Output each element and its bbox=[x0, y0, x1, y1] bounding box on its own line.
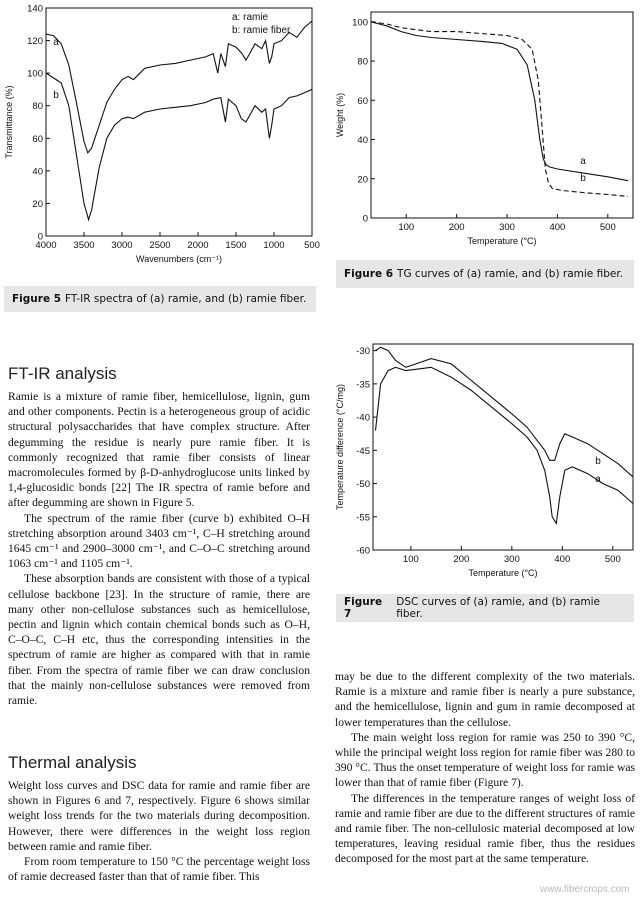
curve-label-a: a bbox=[595, 474, 601, 485]
x-tick-label: 2500 bbox=[149, 240, 171, 251]
y-tick-label: -40 bbox=[356, 412, 370, 424]
y-tick-label: -35 bbox=[356, 379, 370, 391]
right-paragraph-1: may be due to the different complexity of the two materials. Ramie is a mixture and ramie fiber is nearly a pure substance, and the hemicellulose, lignin and gum in ramie decomposed at lower temperatures than the cellulose. bbox=[335, 670, 635, 729]
x-tick-label: 100 bbox=[398, 222, 415, 233]
curve-label-b: b bbox=[580, 173, 586, 184]
x-tick-label: 4000 bbox=[35, 240, 57, 251]
y-tick-label: 40 bbox=[32, 166, 43, 178]
thermal-text-column bbox=[8, 778, 310, 884]
x-axis-label: Temperature (°C) bbox=[467, 236, 537, 246]
y-tick-label: -45 bbox=[356, 445, 370, 457]
ftir-text-column bbox=[8, 389, 310, 708]
y-tick-label: 100 bbox=[352, 17, 368, 29]
watermark-text: www.fibercrops.com bbox=[540, 884, 630, 895]
y-tick-label: 60 bbox=[32, 133, 43, 145]
figure-7-caption bbox=[336, 594, 634, 622]
y-tick-label: 80 bbox=[32, 101, 43, 113]
figure-6-caption-label: Figure 6 bbox=[344, 268, 394, 280]
ftir-paragraph-2: The spectrum of the ramie fiber (curve b) exhibited O–H stretching absorption around 3403 cm⁻¹, C–H stretching around 1645 cm⁻¹ and 2900–3000 cm⁻¹, and C–O–C stretching around 1063 cm⁻¹ and 1105 cm⁻¹. bbox=[8, 511, 310, 571]
y-tick-label: 40 bbox=[357, 135, 368, 147]
figure-5-caption-text: FT-IR spectra of (a) ramie, and (b) ramie fiber. bbox=[65, 293, 307, 305]
y-axis-label: Transmittance (%) bbox=[4, 85, 14, 159]
y-tick-label: -30 bbox=[356, 346, 370, 358]
y-axis-label: Weight (%) bbox=[335, 92, 345, 138]
legend-entry-a: a: ramie bbox=[232, 12, 269, 23]
x-tick-label: 1000 bbox=[263, 240, 285, 251]
x-tick-label: 3000 bbox=[111, 240, 133, 251]
x-tick-label: 2000 bbox=[187, 240, 209, 251]
curve-label-b: b bbox=[595, 456, 601, 467]
series-line-a bbox=[376, 367, 634, 523]
figure-6-caption bbox=[336, 260, 634, 288]
y-tick-label: -50 bbox=[356, 479, 370, 491]
right-paragraph-3: The differences in the temperature ranges of weight loss of ramie and ramie fiber are due to the different structures of ramie and ramie fiber. The non-cellulosic material decomposed at low temperatures, leaving residual ramie fiber, thus the residues decomposed for the most part at the same temperature. bbox=[335, 791, 635, 866]
x-axis-label: Wavenumbers (cm⁻¹) bbox=[136, 254, 222, 264]
y-axis-label: Temperature difference (°C/mg) bbox=[335, 384, 345, 510]
y-tick-label: 0 bbox=[362, 213, 368, 225]
figure-7-caption-text: DSC curves of (a) ramie, and (b) ramie fiber. bbox=[396, 596, 600, 620]
x-tick-label: 500 bbox=[304, 240, 320, 251]
plot-frame bbox=[373, 344, 633, 550]
y-tick-label: 100 bbox=[27, 68, 43, 80]
x-tick-label: 200 bbox=[453, 554, 470, 565]
right-text-column bbox=[335, 669, 635, 867]
x-tick-label: 400 bbox=[554, 554, 571, 565]
y-tick-label: 80 bbox=[357, 56, 368, 68]
legend-entry-b: b: ramie fiber bbox=[232, 25, 291, 36]
x-tick-label: 400 bbox=[549, 222, 566, 233]
right-paragraph-2: The main weight loss region for ramie was 250 to 390 °C, while the principal weight loss region for ramie fiber was 280 to 390 °C. Thus the onset temperature of weight loss for ramie was lower than that of ramie fiber (Figure 7). bbox=[335, 730, 635, 790]
curve-label-a: a bbox=[53, 37, 59, 48]
x-tick-label: 100 bbox=[402, 554, 419, 565]
y-tick-label: 20 bbox=[357, 174, 368, 186]
y-tick-label: 0 bbox=[37, 231, 43, 243]
y-tick-label: 60 bbox=[357, 95, 368, 107]
figure-5-caption bbox=[4, 286, 316, 312]
x-tick-label: 500 bbox=[604, 554, 621, 565]
curve-label-b: b bbox=[53, 90, 59, 101]
series-line-b bbox=[371, 22, 628, 197]
y-tick-label: -60 bbox=[356, 545, 370, 557]
ftir-paragraph-1: Ramie is a mixture of ramie fiber, hemicellulose, lignin, gum and other components. Pectin is a heterogeneous group of acidic structural polysaccharides that have complex structure. After degumming the residue is nearly pure ramie fiber. It is commonly recognized that ramie fiber consists of linear macromolecules formed by β-D-anhydroglucose units linked by 1,4-glucosidic bonds [22] The IR spectra of ramie before and after degumming are shown in Figure 5. bbox=[8, 390, 310, 510]
y-tick-label: 140 bbox=[27, 3, 43, 15]
x-tick-label: 200 bbox=[448, 222, 465, 233]
thermal-paragraph-2: From room temperature to 150 °C the percentage weight loss of ramie decreased faster than that of ramie fiber. This bbox=[8, 855, 310, 884]
x-tick-label: 300 bbox=[499, 222, 515, 233]
section-heading-thermal: Thermal analysis bbox=[8, 753, 137, 772]
x-tick-label: 300 bbox=[503, 554, 520, 565]
x-tick-label: 1500 bbox=[225, 240, 247, 251]
x-axis-label: Temperature (°C) bbox=[468, 568, 538, 578]
x-tick-label: 500 bbox=[599, 222, 616, 233]
figure-7-caption-label: Figure 7 bbox=[344, 596, 383, 620]
series-line-a bbox=[371, 22, 628, 181]
figure-6-tg-chart bbox=[333, 0, 638, 255]
y-tick-label: 120 bbox=[27, 36, 43, 48]
y-tick-label: -55 bbox=[356, 512, 370, 524]
curve-label-a: a bbox=[580, 156, 586, 167]
figure-5-caption-label: Figure 5 bbox=[12, 293, 62, 305]
figure-6-caption-text: TG curves of (a) ramie, and (b) ramie fiber. bbox=[397, 268, 624, 280]
x-tick-label: 3500 bbox=[73, 240, 95, 251]
thermal-paragraph-1: Weight loss curves and DSC data for ramie and ramie fiber are shown in Figures 6 and 7, respectively. Figure 6 shows similar weight loss trends for the two materials during decomposition. However, there were differences in the weight loss region between ramie and ramie fiber. bbox=[8, 779, 310, 853]
y-tick-label: 20 bbox=[32, 198, 43, 210]
figure-7-dsc-chart bbox=[333, 338, 638, 588]
series-line-a bbox=[46, 21, 312, 153]
figure-5-ftir-chart bbox=[0, 0, 320, 285]
section-heading-ftir: FT-IR analysis bbox=[8, 364, 117, 383]
ftir-paragraph-3: These absorption bands are consistent with those of a typical cellulose backbone [23]. In the structure of ramie, there are many other non-cellulose substances such as hemicellulose, pectin and lignin which contain chemical bonds such as O–H, C–O–C, C–H etc, thus the corresponding intensities in the spectrum of ramie are higher as compared with that in ramie fiber. From the spectra of ramie fiber we can draw conclusion that the mainly non-cellulose substances were removed from ramie. bbox=[8, 572, 310, 708]
